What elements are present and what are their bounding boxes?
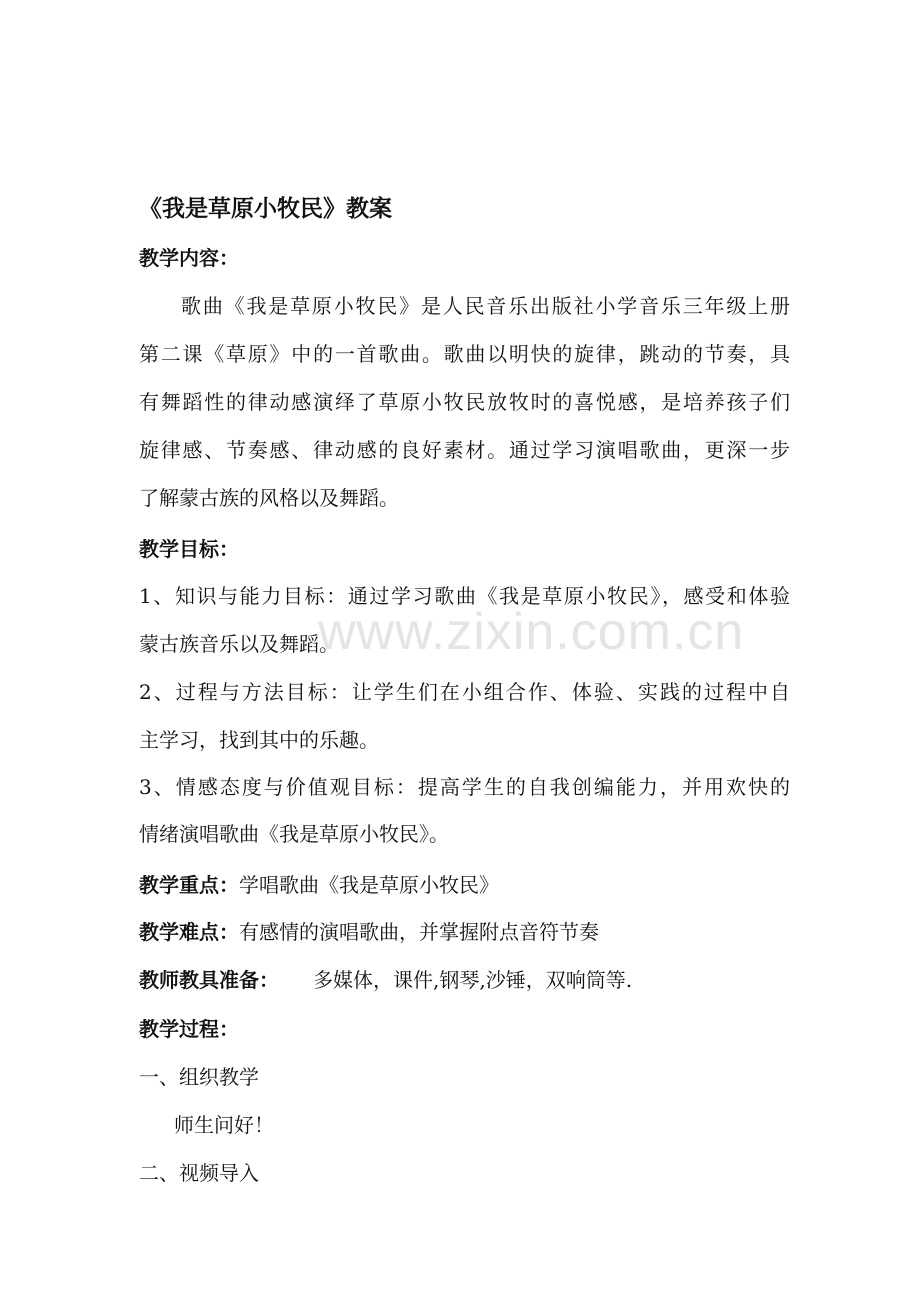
process-step-detail: 师生问好！ [174,1113,274,1137]
tools-line [139,968,632,992]
teaching-goals-heading: 教学目标： [139,537,239,561]
teaching-content-heading: 教学内容： [139,246,239,270]
tools-label: 教师教具准备： [139,968,279,992]
goal-line: 蒙古族音乐以及舞蹈。 [139,632,339,656]
content-paragraph-line: 歌曲《我是草原小牧民》是人民音乐出版社小学音乐三年级上册 [181,294,790,318]
process-step-title: 一、组织教学 [139,1065,259,1089]
key-point-text: 学唱歌曲《我是草原小牧民》 [239,873,499,897]
difficulty-text: 有感情的演唱歌曲，并掌握附点音符节奏 [239,920,599,944]
difficulty-line [139,920,599,944]
key-point-line [139,873,499,897]
goal-line: 3、情感态度与价值观目标：提高学生的自我创编能力，并用欢快的 [139,775,790,799]
tools-text: 多媒体，课件,钢琴,沙锤，双响筒等. [313,968,633,992]
watermark: www.zixin.com.cn [318,603,745,661]
teaching-process-heading: 教学过程： [139,1017,239,1041]
goal-line: 情绪演唱歌曲《我是草原小牧民》。 [139,822,449,846]
goal-line: 1、知识与能力目标：通过学习歌曲《我是草原小牧民》，感受和体验 [139,584,790,608]
goal-line: 主学习，找到其中的乐趣。 [139,728,379,752]
content-paragraph-line: 了解蒙古族的风格以及舞蹈。 [139,486,399,510]
goal-line: 2、过程与方法目标：让学生们在小组合作、体验、实践的过程中自 [139,680,790,704]
difficulty-label: 教学难点： [139,920,239,944]
process-step-title: 二、视频导入 [139,1161,259,1185]
content-paragraph-line: 第二课《草原》中的一首歌曲。歌曲以明快的旋律，跳动的节奏，具 [139,342,790,366]
document-title: 《我是草原小牧民》教案 [139,196,392,222]
key-point-label: 教学重点： [139,873,239,897]
content-paragraph-line: 有舞蹈性的律动感演绎了草原小牧民放牧时的喜悦感，是培养孩子们 [139,390,790,414]
content-paragraph-line: 旋律感、节奏感、律动感的良好素材。通过学习演唱歌曲，更深一步 [139,438,790,462]
